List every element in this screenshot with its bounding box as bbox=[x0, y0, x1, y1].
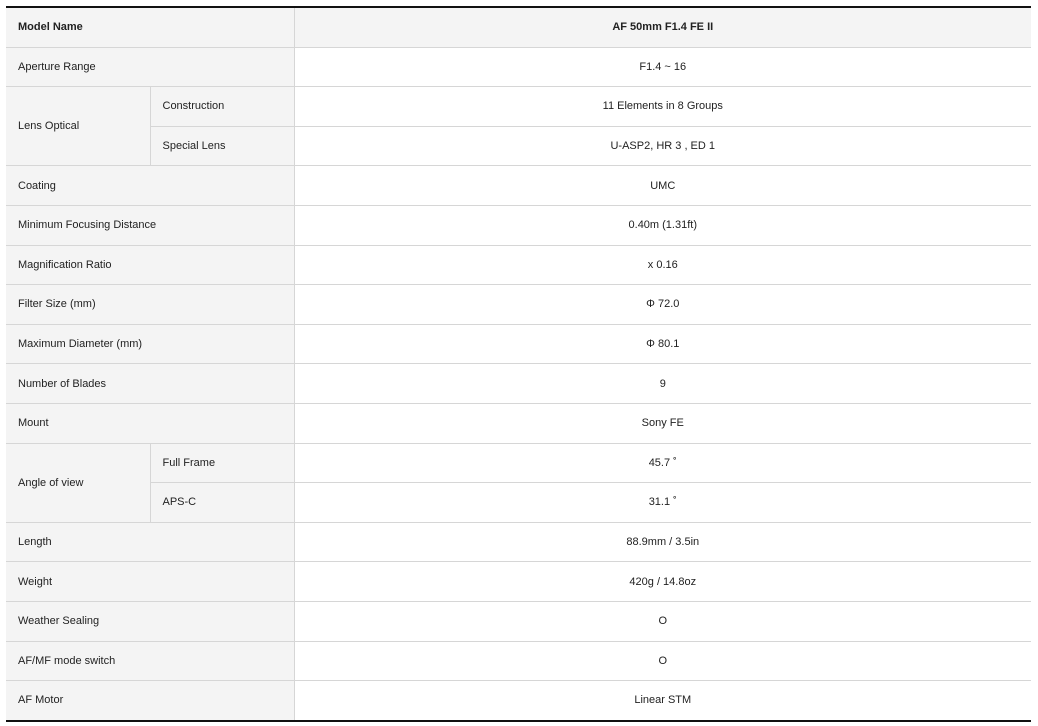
row-label: AF Motor bbox=[6, 681, 294, 721]
row-value: F1.4 ~ 16 bbox=[294, 47, 1031, 87]
table-row-model-name bbox=[6, 7, 1031, 47]
spec-table-container bbox=[6, 6, 1031, 722]
table-row-aperture-range bbox=[6, 47, 1031, 87]
row-value: U-ASP2, HR 3 , ED 1 bbox=[294, 126, 1031, 166]
row-value: Φ 80.1 bbox=[294, 324, 1031, 364]
row-value: 45.7 ˚ bbox=[294, 443, 1031, 483]
row-value: 31.1 ˚ bbox=[294, 483, 1031, 523]
row-label: Coating bbox=[6, 166, 294, 206]
row-label: Filter Size (mm) bbox=[6, 285, 294, 325]
row-label: Mount bbox=[6, 403, 294, 443]
row-label: Maximum Diameter (mm) bbox=[6, 324, 294, 364]
row-label: Number of Blades bbox=[6, 364, 294, 404]
row-group-label: Lens Optical bbox=[6, 87, 150, 166]
table-row-af-mf-switch bbox=[6, 641, 1031, 681]
table-row-blades bbox=[6, 364, 1031, 404]
table-row-min-focus bbox=[6, 205, 1031, 245]
row-value: Φ 72.0 bbox=[294, 285, 1031, 325]
row-value: Sony FE bbox=[294, 403, 1031, 443]
row-value: Linear STM bbox=[294, 681, 1031, 721]
row-value: 88.9mm / 3.5in bbox=[294, 522, 1031, 562]
table-row-angle-aps-c bbox=[6, 483, 1031, 523]
table-row-coating bbox=[6, 166, 1031, 206]
row-label: Weight bbox=[6, 562, 294, 602]
table-row-af-motor bbox=[6, 681, 1031, 721]
table-row-weather-sealing bbox=[6, 601, 1031, 641]
row-label: Length bbox=[6, 522, 294, 562]
row-group-label: Angle of view bbox=[6, 443, 150, 522]
row-label: Model Name bbox=[6, 7, 294, 47]
spec-table bbox=[6, 6, 1031, 722]
row-value: x 0.16 bbox=[294, 245, 1031, 285]
table-row-mount bbox=[6, 403, 1031, 443]
row-sublabel: Full Frame bbox=[150, 443, 294, 483]
row-sublabel: APS-C bbox=[150, 483, 294, 523]
table-row-length bbox=[6, 522, 1031, 562]
table-row-angle-full-frame bbox=[6, 443, 1031, 483]
row-label: Aperture Range bbox=[6, 47, 294, 87]
row-value: 420g / 14.8oz bbox=[294, 562, 1031, 602]
row-label: AF/MF mode switch bbox=[6, 641, 294, 681]
table-row-weight bbox=[6, 562, 1031, 602]
row-value: 11 Elements in 8 Groups bbox=[294, 87, 1031, 127]
row-value: 0.40m (1.31ft) bbox=[294, 205, 1031, 245]
table-row-lens-construction bbox=[6, 87, 1031, 127]
row-sublabel: Special Lens bbox=[150, 126, 294, 166]
row-label: Minimum Focusing Distance bbox=[6, 205, 294, 245]
table-row-max-diameter bbox=[6, 324, 1031, 364]
table-row-magnification bbox=[6, 245, 1031, 285]
table-row-special-lens bbox=[6, 126, 1031, 166]
row-value: 9 bbox=[294, 364, 1031, 404]
table-row-filter-size bbox=[6, 285, 1031, 325]
row-value: O bbox=[294, 641, 1031, 681]
row-value: O bbox=[294, 601, 1031, 641]
row-label: Weather Sealing bbox=[6, 601, 294, 641]
row-value: UMC bbox=[294, 166, 1031, 206]
model-name-value: AF 50mm F1.4 FE II bbox=[294, 7, 1031, 47]
row-label: Magnification Ratio bbox=[6, 245, 294, 285]
row-sublabel: Construction bbox=[150, 87, 294, 127]
